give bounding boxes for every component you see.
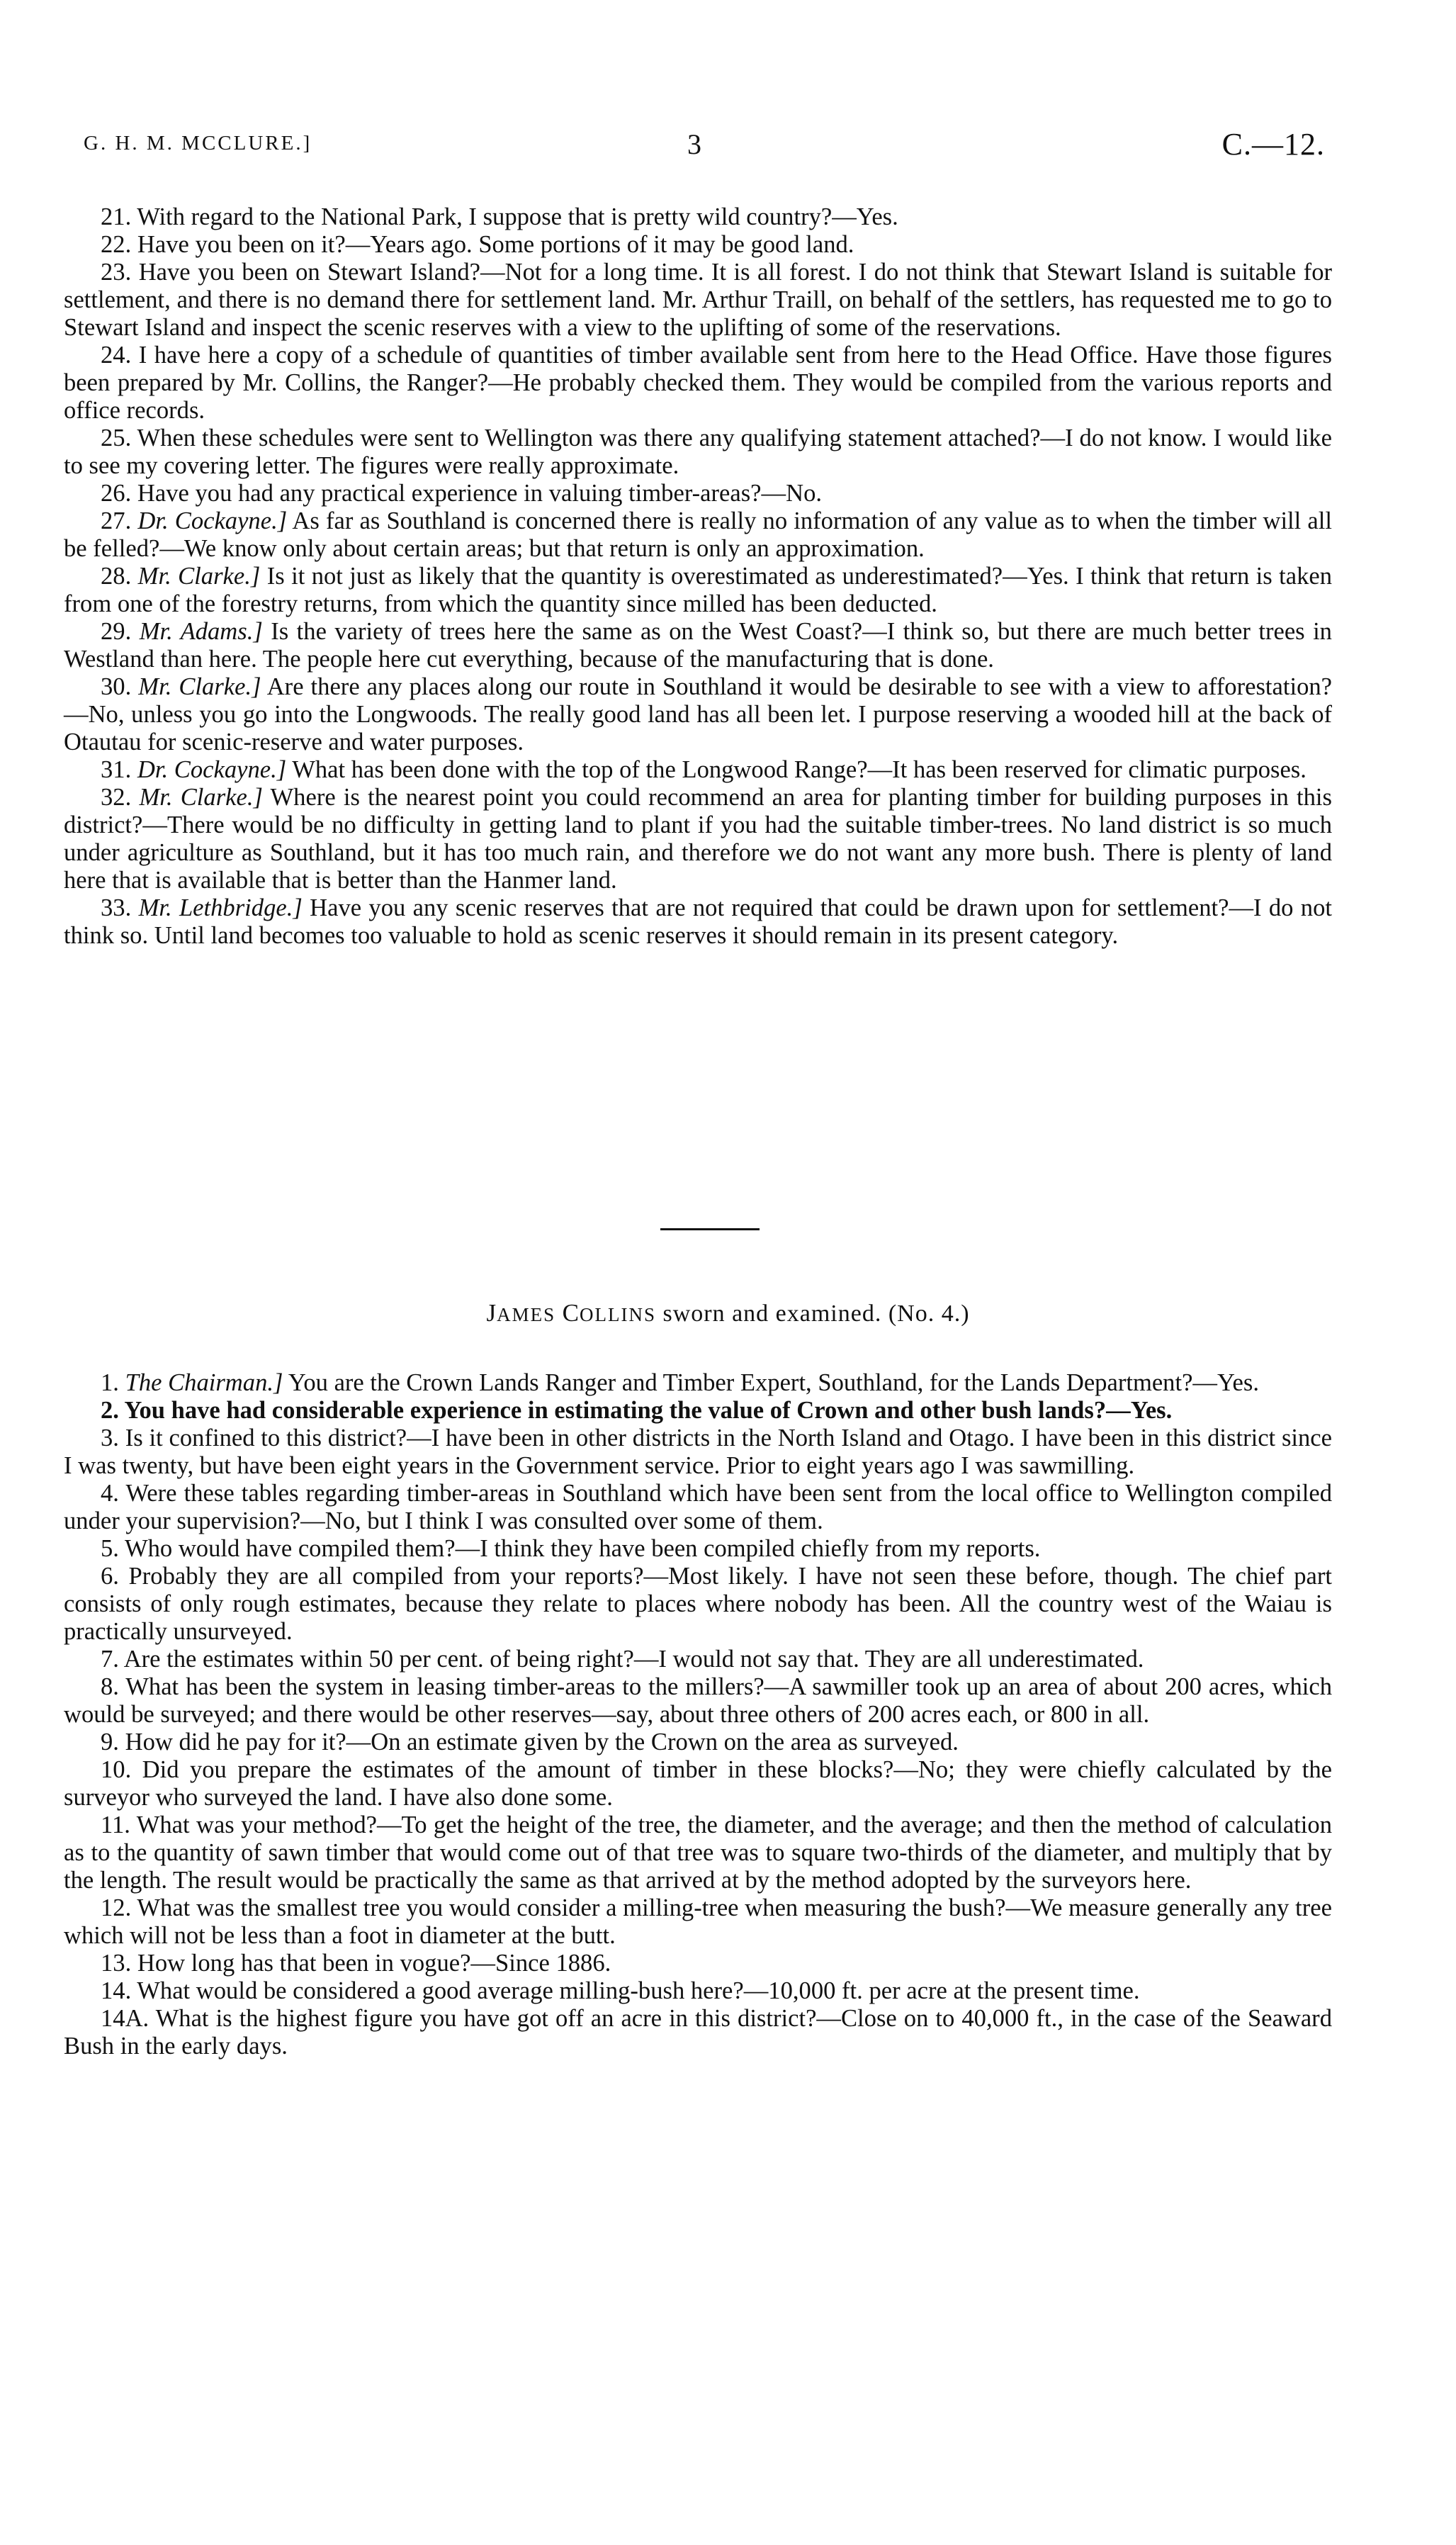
question-text: What is the highest figure you have got off an acre in this district?—Close on to 40,000 ft., in the case of the Seaward Bush in the early days.	[64, 2005, 1332, 2060]
question-text: As far as Southland is concerned there is really no information of any value as to when the timber will all be felled?—We know only about certain areas; but that return is only an approximation.	[64, 507, 1332, 562]
question-number: 25.	[101, 425, 132, 451]
speaker-name: Mr. Clarke.]	[139, 784, 263, 811]
witness-heading	[0, 1299, 1456, 1327]
question-number: 3.	[101, 1425, 119, 1451]
question-text: Is the variety of trees here the same as on the West Coast?—I think so, but there are much better trees in Westland than here. The people here cut everything, because of the manufacturing that is done.	[64, 618, 1332, 673]
question-paragraph	[64, 1535, 1332, 1563]
question-paragraph	[64, 259, 1332, 342]
witness-name-initial: J	[486, 1299, 497, 1327]
question-text: You are the Crown Lands Ranger and Timber Expert, Southland, for the Lands Department?—Yes.	[288, 1369, 1259, 1396]
question-number: 30.	[101, 673, 132, 700]
question-number: 1.	[101, 1369, 119, 1396]
question-number: 14.	[101, 1977, 132, 2004]
witness-surname-initial: C	[562, 1299, 580, 1327]
question-number: 33.	[101, 894, 132, 921]
question-paragraph	[64, 618, 1332, 673]
question-paragraph	[64, 1977, 1332, 2005]
question-paragraph	[64, 563, 1332, 618]
question-text: How long has that been in vogue?—Since 1886.	[137, 1950, 611, 1977]
question-number: 32.	[101, 784, 132, 811]
question-paragraph	[64, 231, 1332, 259]
question-text: Are there any places along our route in Southland it would be desirable to see with a view to afforestation?—No, unless you go into the Longwoods. The really good land has all been let. I purpose reserving a wooded hill at the back of Otautau for scenic-reserve and water purposes.	[64, 673, 1332, 755]
question-text: With regard to the National Park, I suppose that is pretty wild country?—Yes.	[137, 203, 898, 230]
question-number: 21.	[101, 203, 132, 230]
speaker-name: Mr. Clarke.]	[137, 563, 261, 590]
question-number: 31.	[101, 756, 132, 783]
question-number: 7.	[101, 1646, 119, 1673]
speaker-name: Mr. Adams.]	[139, 618, 263, 645]
speaker-name: Mr. Lethbridge.]	[138, 894, 303, 921]
question-number: 27.	[101, 507, 132, 534]
question-paragraph	[64, 894, 1332, 950]
question-number: 8.	[101, 1673, 119, 1700]
question-text: What was your method?—To get the height of the tree, the diameter, and the average; and then the method of calculation as to the quantity of sawn timber that would come out of that tree was to square two-thirds of the diameter, and multiply that by the length. The result would be practically the same as that arrived at by the method adopted by the surveyors here.	[64, 1811, 1332, 1894]
question-number: 10.	[101, 1756, 132, 1783]
question-number: 29.	[101, 618, 132, 645]
question-text: Are the estimates within 50 per cent. of being right?—I would not say that. They are all underestimated.	[123, 1646, 1144, 1673]
testimony-section-2	[64, 1369, 1332, 2060]
question-paragraph	[64, 1397, 1332, 1425]
question-paragraph	[64, 425, 1332, 480]
speaker-name: Dr. Cockayne.]	[137, 507, 288, 534]
question-text: What has been done with the top of the Longwood Range?—It has been reserved for climatic purposes.	[292, 756, 1307, 783]
question-paragraph	[64, 1646, 1332, 1673]
question-text: Have you had any practical experience in valuing timber-areas?—No.	[137, 480, 823, 507]
question-text: You have had considerable experience in estimating the value of Crown and other bush lands?—Yes.	[124, 1397, 1173, 1424]
question-text: Probably they are all compiled from your reports?—Most likely. I have not seen these before, though. The chief part consists of only rough estimates, because they relate to places where nobody has been. All the country west of the Waiau is practically unsurveyed.	[64, 1563, 1332, 1645]
question-paragraph	[64, 203, 1332, 231]
question-paragraph	[64, 2005, 1332, 2060]
question-text: What was the smallest tree you would consider a milling-tree when measuring the bush?—We measure generally any tree which will not be less than a foot in diameter at the butt.	[64, 1894, 1333, 1949]
question-text: Have you any scenic reserves that are not required that could be drawn upon for settlement?—I do not think so. Until land becomes too valuable to hold as scenic reserves it should remain in its present category.	[64, 894, 1332, 949]
question-number: 24.	[101, 342, 132, 369]
question-paragraph	[64, 1480, 1332, 1535]
question-paragraph	[64, 784, 1332, 894]
question-number: 2.	[101, 1397, 119, 1424]
witness-name-rest: AMES	[497, 1304, 556, 1325]
question-number: 6.	[101, 1563, 119, 1590]
speaker-name: The Chairman.]	[125, 1369, 283, 1396]
question-number: 12.	[101, 1894, 132, 1921]
question-text: Who would have compiled them?—I think they have been compiled chiefly from my reports.	[124, 1535, 1041, 1562]
question-text: Is it not just as likely that the quantity is overestimated as underestimated?—Yes. I think that return is taken from one of the forestry returns, from which the quantity since milled has been deducted.	[64, 563, 1333, 617]
question-paragraph	[64, 1563, 1332, 1646]
running-head-witness: G. H. M. MCCLURE.]	[84, 132, 312, 155]
question-number: 26.	[101, 480, 132, 507]
question-paragraph	[64, 1894, 1332, 1950]
question-number: 14A.	[101, 2005, 149, 2032]
question-number: 13.	[101, 1950, 132, 1977]
document-reference: C.—12.	[1221, 127, 1325, 162]
question-number: 22.	[101, 231, 132, 258]
question-text: How did he pay for it?—On an estimate given by the Crown on the area as surveyed.	[125, 1729, 959, 1755]
question-paragraph	[64, 1756, 1332, 1811]
question-number: 23.	[101, 259, 132, 286]
page-number: 3	[687, 128, 701, 160]
testimony-section-1	[64, 203, 1332, 950]
question-paragraph	[64, 1425, 1332, 1480]
question-paragraph	[64, 480, 1332, 507]
question-paragraph	[64, 1673, 1332, 1729]
question-paragraph	[64, 756, 1332, 784]
question-text: Were these tables regarding timber-areas in Southland which have been sent from the local office to Wellington compiled under your supervision?—No, but I think I was consulted over some of them.	[64, 1480, 1332, 1534]
question-number: 11.	[101, 1811, 130, 1838]
question-paragraph	[64, 342, 1332, 425]
question-number: 4.	[101, 1480, 119, 1507]
question-number: 9.	[101, 1729, 119, 1755]
question-text: Have you been on it?—Years ago. Some portions of it may be good land.	[137, 231, 854, 258]
question-number: 5.	[101, 1535, 119, 1562]
question-text: Is it confined to this district?—I have been in other districts in the North Island and Otago. I have been in this district since I was twenty, but have been eight years in the Government service. Prior to eight years ago I was sawmilling.	[64, 1425, 1332, 1479]
question-paragraph	[64, 1729, 1332, 1756]
question-paragraph	[64, 1369, 1332, 1397]
speaker-name: Mr. Clarke.]	[138, 673, 261, 700]
question-paragraph	[64, 507, 1332, 563]
question-text: Did you prepare the estimates of the amount of timber in these blocks?—No; they were chiefly calculated by the surveyor who surveyed the land. I have also done some.	[64, 1756, 1332, 1811]
section-divider	[660, 1228, 760, 1230]
question-text: What has been the system in leasing timber-areas to the millers?—A sawmiller took up an area of about 200 acres, which would be surveyed; and there would be other reserves—say, about three others of 200 acres each, or 800 in all.	[64, 1673, 1332, 1728]
question-text: When these schedules were sent to Wellington was there any qualifying statement attached?—I do not know. I would like to see my covering letter. The figures were really approximate.	[64, 425, 1332, 479]
question-paragraph	[64, 673, 1332, 756]
question-paragraph	[64, 1811, 1332, 1894]
question-number: 28.	[101, 563, 132, 590]
question-text: I have here a copy of a schedule of quantities of timber available sent from here to the Head Office. Have those figures been prepared by Mr. Collins, the Ranger?—He probably checked them. They would be compiled from the various reports and office records.	[64, 342, 1332, 424]
question-text: What would be considered a good average milling-bush here?—10,000 ft. per acre at the present time.	[137, 1977, 1140, 2004]
question-text: Where is the nearest point you could recommend an area for planting timber for building purposes in this district?—There would be no difficulty in getting land to plant if you had the suitable timber-trees. No land district is so much under agriculture as Southland, but it has too much rain, and therefore we do not want any more bush. There is plenty of land here that is available that is better than the Hanmer land.	[64, 784, 1332, 894]
question-paragraph	[64, 1950, 1332, 1977]
witness-surname-rest: OLLINS	[579, 1304, 656, 1325]
witness-heading-suffix: sworn and examined. (No. 4.)	[662, 1300, 970, 1327]
speaker-name: Dr. Cockayne.]	[137, 756, 287, 783]
question-text: Have you been on Stewart Island?—Not for a long time. It is all forest. I do not think that Stewart Island is suitable for settlement, and there is no demand there for settlement land. Mr. Arthur Traill, on behalf of the settlers, has requested me to go to Stewart Island and inspect the scenic reserves with a view to the uplifting of some of the reservations.	[64, 259, 1332, 341]
